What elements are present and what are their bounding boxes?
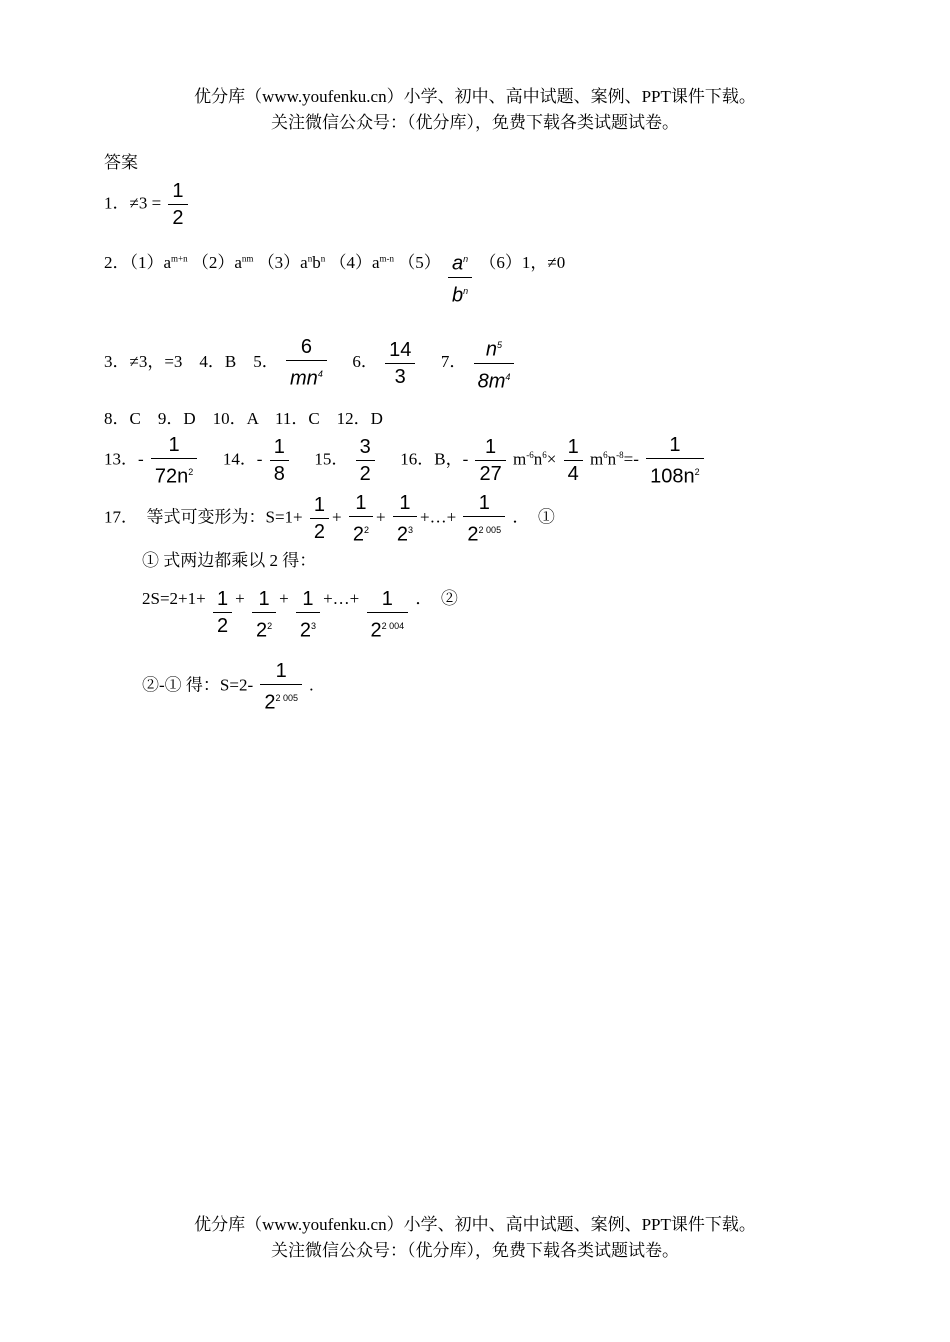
header-line-2: 关注微信公众号：（优分库），免费下载各类试题试卷。	[271, 113, 679, 132]
answer-5-fraction: $\frac{6}{mn^4}$	[286, 334, 327, 392]
answer-7-fraction: $\frac{n^5}{8m^4}$	[474, 332, 515, 394]
answer-6-fraction: $\frac{14}{3}$	[385, 337, 415, 390]
answer-17-line-2: ① 式两边都乘以 2 得：	[142, 551, 317, 570]
answer-16-fraction-b: $\frac{1}{4}$	[564, 434, 583, 487]
answer-1-fraction: $\frac{1}{2}$	[168, 178, 187, 231]
answers-title: 答案	[104, 153, 138, 172]
answer-2-5-fraction: $\frac{a^n}{b^n}$	[448, 246, 472, 308]
answers-8-12: 8．C 9．D 10．A 11．C 12．D	[104, 409, 383, 428]
answer-17-line-3: 2S=2+1+ $\frac{1}{2}$ + $\frac{1}{2^2}$ + $\frac{1}{2^3}$ +…+ $\frac{1}{2^{2 004}}$ ． ②	[142, 588, 458, 642]
answer-14-fraction: $\frac{1}{8}$	[270, 434, 289, 487]
answer-16-fraction-c: $\frac{1}{108n^2}$	[646, 432, 704, 490]
header-line-1: 优分库（www.youfenku.cn）小学、初中、高中试题、案例、PPT课件下载。	[194, 87, 756, 106]
answers-13-16: 13．- $\frac{1}{72n^2}$ 14．- $\frac{1}{8}$ 15． $\frac{3}{2}$ 16．B，- $\frac{1}{27}$ $m^{-6}n^6\times$ $\frac{1}{4}$ $m^6n^{-8}=-$ $\frac{1}{108n^2}$	[104, 432, 707, 490]
answer-16-fraction-a: $\frac{1}{27}$	[475, 434, 505, 487]
footer-line-2: 关注微信公众号：（优分库），免费下载各类试题试卷。	[271, 1241, 679, 1260]
page-header	[0, 84, 950, 136]
answer-1-label: 1．≠3 =	[104, 193, 162, 213]
answer-2: 2．$(1)a^{m+n}$ $(2)a^{nm}$ $(3)a^nb^n$ $(4)a^{m-n}$ （5） $\frac{a^n}{b^n}$ （6）1，≠0	[104, 248, 565, 308]
answer-15-fraction: $\frac{3}{2}$	[356, 434, 375, 487]
answers-3-7: 3．≠3，=3 4．B 5． $\frac{6}{mn^4}$ 6． $\frac{14}{3}$ 7． $\frac{n^5}{8m^4}$	[104, 332, 517, 394]
answer-17-line-4: ②-① 得：S=2- $\frac{1}{2^{2 005}}$ .	[142, 660, 314, 714]
footer-line-1: 优分库（www.youfenku.cn）小学、初中、高中试题、案例、PPT课件下载。	[194, 1215, 756, 1234]
answer-1	[104, 178, 191, 231]
answer-17-line-1: 17． 等式可变形为：S=1+ $\frac{1}{2}$ + $\frac{1}{2^2}$ + $\frac{1}{2^3}$ +…+ $\frac{1}{2^{2 005}}$ ． ①	[104, 492, 555, 546]
page-footer	[0, 1212, 950, 1264]
answer-13-fraction: $\frac{1}{72n^2}$	[151, 432, 197, 490]
